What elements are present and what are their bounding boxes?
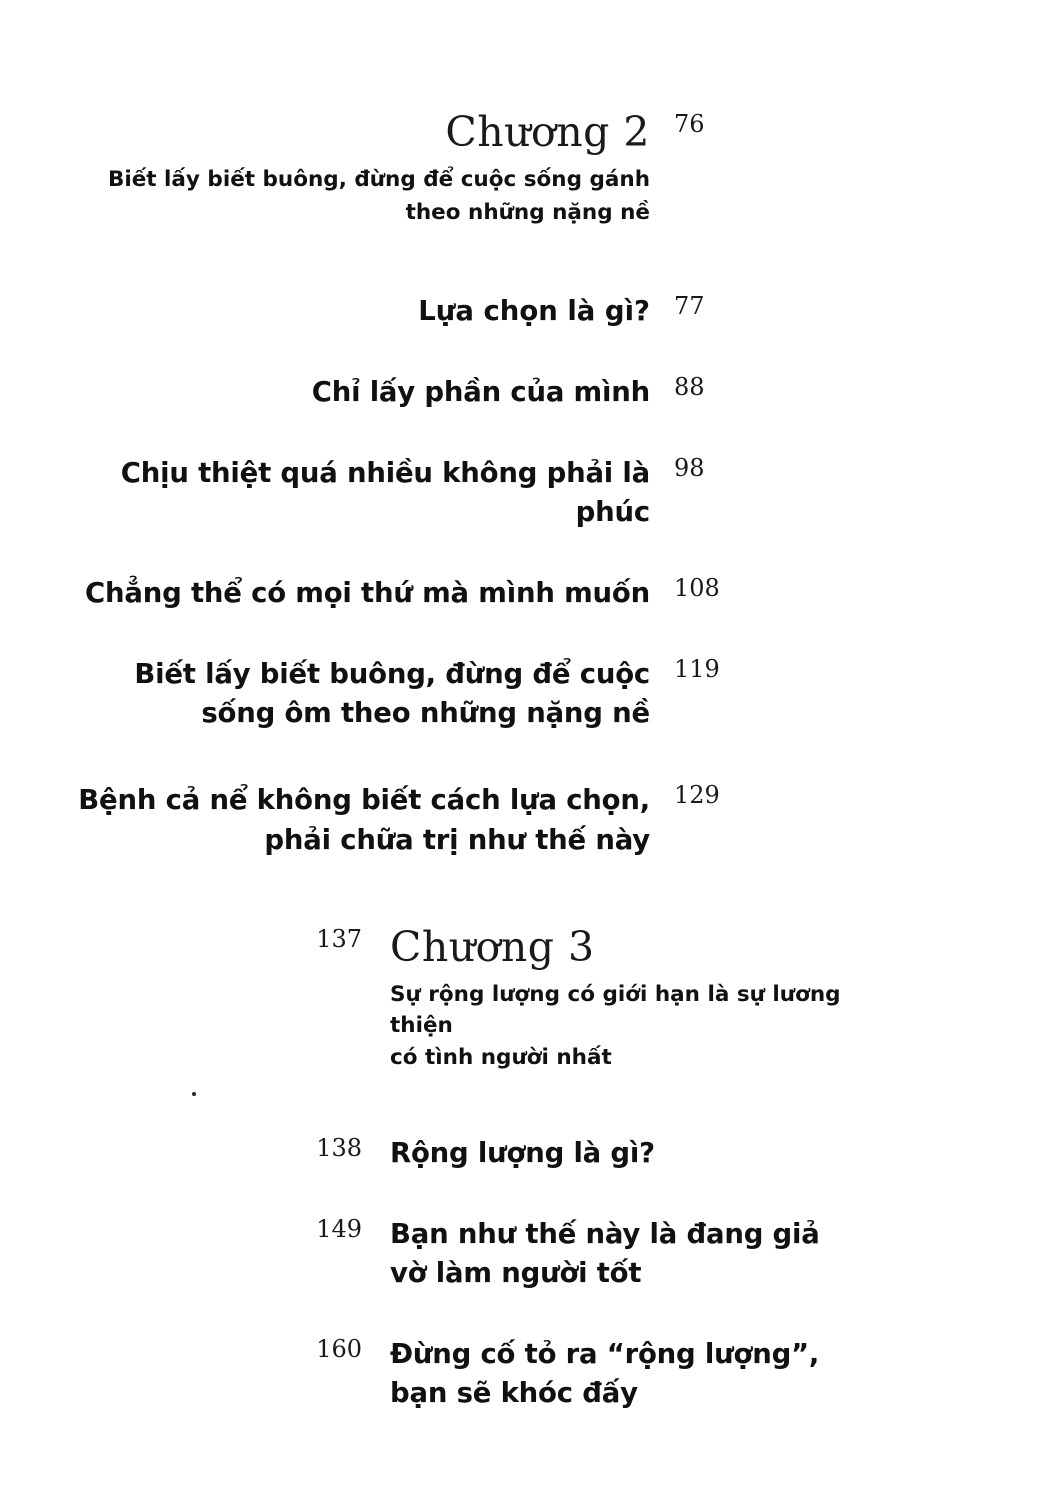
toc-entry-page (650, 373, 760, 401)
chapter-2-heading: Chương 2 (445, 108, 650, 156)
toc-entry-page (650, 655, 760, 683)
toc-entry-page-number: 98 (674, 454, 705, 483)
chapter-2-subtitle-line-1: Biết lấy biết buông, đừng để cuộc sống gánh (107, 167, 650, 193)
chapter-2-subtitle-line-2: theo những nặng nề (405, 199, 650, 225)
toc-entry-page-number: 149 (316, 1214, 362, 1243)
toc-entry-page-number: 88 (674, 373, 705, 402)
toc-entry[interactable] (60, 1134, 940, 1173)
toc-entry[interactable] (60, 292, 880, 331)
toc-entry[interactable] (60, 781, 880, 859)
chapter-3-page-col (60, 925, 390, 953)
toc-entry-title[interactable]: Đừng cố tỏ ra “rộng lượng”, bạn sẽ khóc đấy (390, 1337, 820, 1409)
chapter-3-page-number: 137 (316, 925, 362, 953)
toc-entry-page (650, 781, 760, 809)
chapter-3-subtitle-line-1: Sự rộng lượng có giới hạn là sự lương thiện (390, 982, 841, 1038)
toc-entry-title[interactable]: Bệnh cả nể không biết cách lựa chọn, phải chữa trị như thế này (78, 784, 650, 856)
chapter-3-section (60, 925, 940, 1413)
toc-entry[interactable] (60, 454, 880, 532)
toc-entry-title[interactable]: Rộng lượng là gì? (390, 1136, 655, 1169)
chapter-3-heading: Chương 3 (390, 923, 595, 971)
chapter-2-page-number: 76 (674, 110, 705, 138)
toc-entry-page-number: 108 (674, 574, 720, 603)
toc-entry-page (60, 1335, 390, 1363)
toc-entry-page (60, 1215, 390, 1243)
toc-entry-page (60, 1134, 390, 1162)
toc-entry-page-number: 129 (674, 781, 720, 810)
toc-entry-page-number: 77 (674, 292, 705, 321)
toc-entry-title[interactable]: Chẳng thể có mọi thứ mà mình muốn (85, 577, 650, 610)
chapter-3-header-row (60, 925, 940, 1074)
toc-entry[interactable] (60, 1215, 940, 1293)
chapter-3-header-titles (390, 925, 910, 1074)
chapter-2-header-titles (60, 110, 650, 228)
toc-entry[interactable] (60, 574, 880, 613)
toc-entry-title[interactable]: Biết lấy biết buông, đừng để cuộc sống ôm theo những nặng nề (134, 658, 650, 730)
toc-entry-page-number: 119 (674, 655, 720, 684)
chapter-2-header-row (60, 110, 880, 228)
toc-entry-page (650, 454, 760, 482)
toc-entry-title[interactable]: Bạn như thế này là đang giả vờ làm người tốt (390, 1217, 820, 1289)
toc-entry-page (650, 292, 760, 320)
chapter-2-page-col (650, 110, 760, 138)
toc-entry-title[interactable]: Chịu thiệt quá nhiều không phải là phúc (120, 457, 650, 529)
toc-entry-page (650, 574, 760, 602)
toc-entry[interactable] (60, 373, 880, 412)
toc-entry-page-number: 160 (316, 1334, 362, 1363)
toc-entry-title[interactable]: Chỉ lấy phần của mình (311, 376, 650, 409)
chapter-3-subtitle-line-2: có tình người nhất (390, 1045, 612, 1071)
toc-entry[interactable] (60, 655, 880, 733)
chapter-2-section (60, 110, 880, 860)
toc-entry-page-number: 138 (316, 1133, 362, 1162)
toc-entry-title[interactable]: Lựa chọn là gì? (418, 295, 650, 328)
toc-entry[interactable] (60, 1335, 940, 1413)
